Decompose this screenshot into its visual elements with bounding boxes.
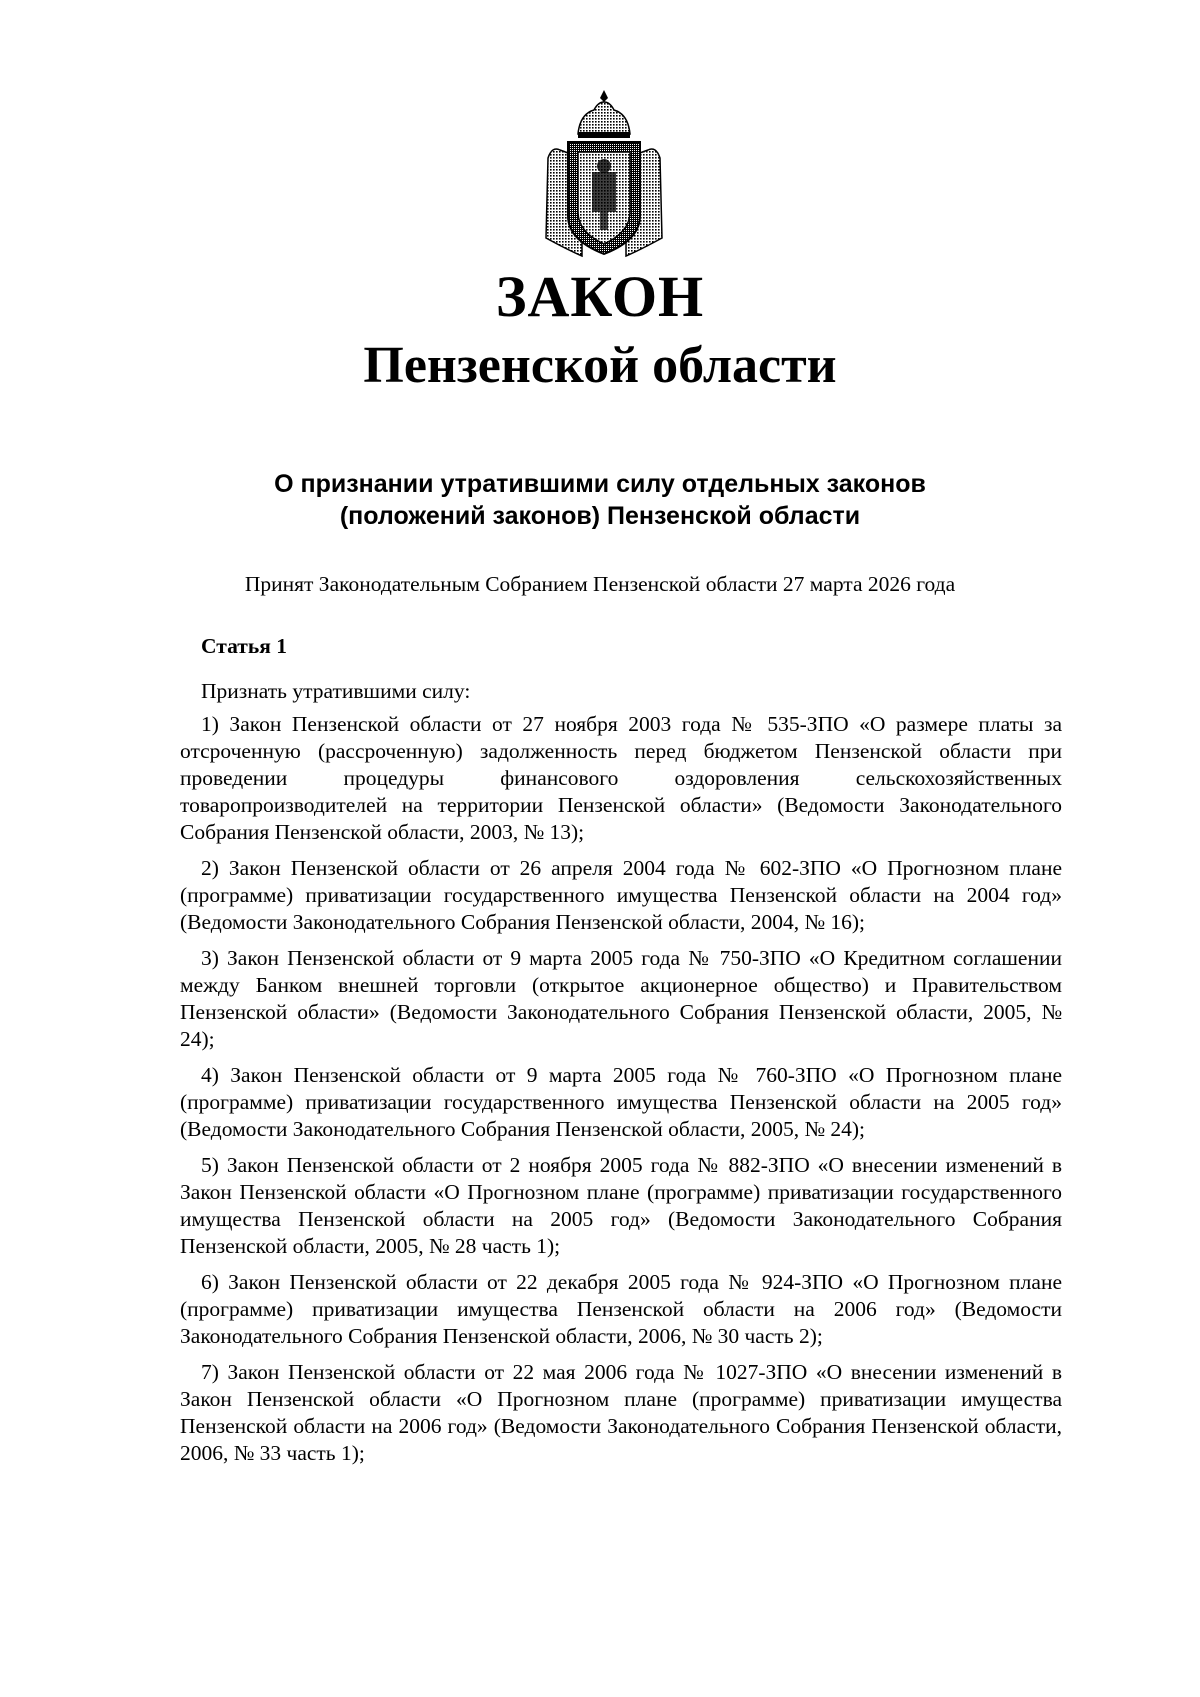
article-1-body (180, 678, 1062, 1476)
list-item: 1) Закон Пензенской области от 27 ноября 2003 года № 535-ЗПО «О размере платы за отсроченную (рассроченную) задолженность перед бюджетом Пензенской области при проведении процедуры финансового оздоровления сельскохозяйственных товаропроизводителей на территории Пензенской области» (Ведомости Законодательного Собрания Пензенской области, 2003, № 13); (180, 712, 1062, 844)
list-item: 7) Закон Пензенской области от 22 мая 2006 года № 1027-ЗПО «О внесении изменений в Закон Пензенской области «О Прогнозном плане (программе) приватизации имущества Пензенской области на 2006 год» (Ведомости Законодательного Собрания Пензенской области, 2006, № 33 часть 1); (180, 1360, 1062, 1465)
list-item: 4) Закон Пензенской области от 9 марта 2005 года № 760-ЗПО «О Прогнозном плане (программе) приватизации государственного имущества Пензенской области на 2005 год» (Ведомости Законодательного Собрания Пензенской области, 2005, № 24); (180, 1063, 1062, 1141)
law-title: ЗАКОН (495, 264, 705, 329)
adoption-line: Принят Законодательным Собранием Пензенской области 27 марта 2026 года (244, 572, 956, 596)
list-item: 3) Закон Пензенской области от 9 марта 2005 года № 750-ЗПО «О Кредитном соглашении между Банком внешней торговли (открытое акционерное общество) и Правительством Пензенской области» (Ведомости Законодательного Собрания Пензенской области, 2005, № 24); (180, 946, 1062, 1051)
list-item: 6) Закон Пензенской области от 22 декабря 2005 года № 924-ЗПО «О Прогнозном плане (программе) приватизации имущества Пензенской области на 2006 год» (Ведомости Законодательного Собрания Пензенской области, 2006, № 30 часть 2); (180, 1270, 1062, 1348)
document-heading-line-2: (положений законов) Пензенской области (339, 502, 861, 530)
article-1-title: Статья 1 (201, 634, 287, 658)
law-region: Пензенской области (363, 337, 837, 394)
document-heading-line-1: О признании утратившими силу отдельных законов (274, 470, 926, 498)
article-1-intro: Признать утратившими силу: (201, 679, 471, 703)
list-item: 2) Закон Пензенской области от 26 апреля 2004 года № 602-ЗПО «О Прогнозном плане (программе) приватизации государственного имущества Пензенской области на 2004 год» (Ведомости Законодательного Собрания Пензенской области, 2004, № 16); (180, 856, 1062, 934)
document-heading (160, 468, 1040, 532)
list-item: 5) Закон Пензенской области от 2 ноября 2005 года № 882-ЗПО «О внесении изменений в Закон Пензенской области «О Прогнозном плане (программе) приватизации государственного имущества Пензенской области на 2005 год» (Ведомости Законодательного Собрания Пензенской области, 2005, № 28 часть 1); (180, 1153, 1062, 1258)
penza-coat-of-arms-icon (538, 88, 670, 258)
